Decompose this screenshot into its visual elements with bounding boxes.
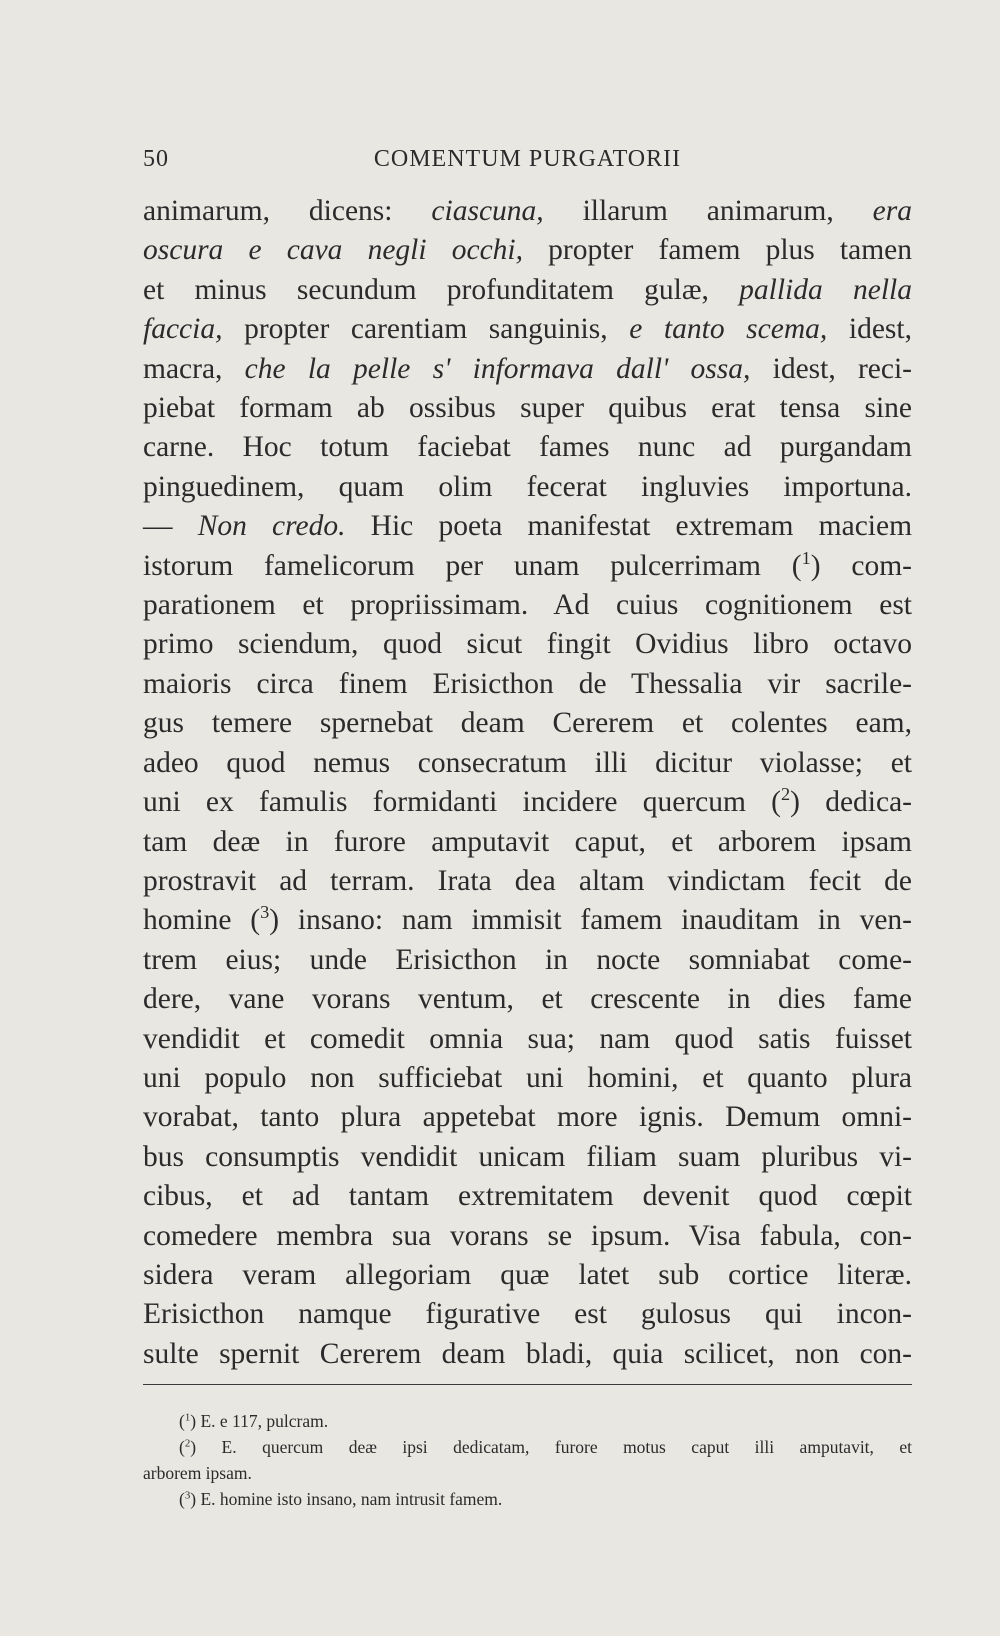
text-run: trem eius; unde Erisicthon in nocte somniabat come- [143,943,912,976]
footnotes [143,1408,912,1512]
text-run: piebat formam ab ossibus super quibus erat tensa sine [143,392,912,425]
text-line [143,625,912,664]
footnote-text: E. e 117, pulcram. [200,1411,329,1431]
paren: ( [179,1437,185,1457]
text-line [143,1020,912,1059]
text-line [143,1098,912,1137]
paren: ) [190,1437,222,1457]
text-run: ) insano: nam immisit famem inauditam in ven- [269,904,912,937]
text-run: et minus secundum profunditatem gulæ, [143,273,740,306]
text-line [143,980,912,1019]
text-run: primo sciendum, quod sicut fingit Ovidius libro octavo [143,628,912,661]
italic-quote: e tanto scema, [629,313,828,346]
italic-quote: ciascuna, [431,195,544,227]
footnote-ref: 1 [801,547,811,568]
text-run: macra, [143,352,245,385]
text-run: idest, [827,313,912,346]
text-run: illarum animarum, [543,195,873,227]
text-run: idest, reci- [750,352,912,385]
footnote-text: E. homine isto insano, nam intrusit famem. [200,1489,503,1509]
text-line [143,1059,912,1098]
footnote [143,1408,912,1434]
footnote-text: arborem ipsam. [143,1463,252,1483]
page-header [143,146,912,180]
paren: ( [179,1411,185,1431]
text-line [143,428,912,467]
text-line [143,310,912,349]
text-run: tam deæ in furore amputavit caput, et arborem ipsam [143,825,912,858]
footnote [143,1486,912,1512]
text-run: homine ( [143,904,261,937]
text-run: animarum, dicens: [143,195,432,227]
italic-quote: era [872,195,912,227]
text-line [143,704,912,743]
text-line [143,901,912,940]
text-run: comedere membra sua vorans se ipsum. Visa fabula, con- [143,1219,912,1252]
text-line [143,1217,912,1256]
footnote-ref: 3 [260,902,270,923]
paren: ( [179,1489,185,1509]
footnote-line [143,1460,912,1486]
paren: ) [190,1411,201,1431]
text-line [143,862,912,901]
footnote-line [143,1434,912,1460]
text-line [143,665,912,704]
text-run: uni ex famulis formidanti incidere quercum ( [143,786,781,819]
text-line [143,192,912,231]
footnote-text: E. quercum deæ ipsi dedicatam, furore motus caput illi amputavit, et [221,1437,913,1457]
italic-quote: che la pelle s' informava dall' ossa, [244,352,751,385]
text-run: Hic poeta manifestat extremam maciem [345,510,913,543]
text-run: gus temere spernebat deam Cererem et colentes eam, [143,707,912,740]
text-run: propter famem plus tamen [522,234,912,267]
footnote-mark: 1 [184,1411,191,1424]
running-title: COMENTUM PURGATORII [373,146,682,172]
text-run: vorabat, tanto plura appetebat more ignis. Demum omni- [143,1101,912,1134]
text-run: carne. Hoc totum faciebat fames nunc ad purgandam [143,431,912,464]
text-run: parationem et propriissimam. Ad cuius cognitionem est [143,589,912,622]
text-run: — [143,510,198,543]
text-run: Erisicthon namque figurative est gulosus qui incon- [143,1298,912,1331]
italic-quote: oscura e cava negli occhi, [143,234,523,267]
text-run: prostravit ad terram. Irata dea altam vindictam fecit de [143,864,912,897]
text-run: pinguedinem, quam olim fecerat ingluvies importuna. [143,470,912,503]
text-run: ) com- [810,549,912,582]
text-line [143,1256,912,1295]
text-line [143,231,912,270]
text-line [143,586,912,625]
text-line [143,744,912,783]
text-run: maioris circa finem Erisicthon de Thessalia vir sacrile- [143,667,912,700]
text-line [143,1138,912,1177]
italic-quote: faccia, [143,313,223,346]
footnote-ref: 2 [781,784,791,805]
text-run: adeo quod nemus consecratum illi dicitur violasse; et [143,746,912,779]
text-line [143,1177,912,1216]
text-line [143,1295,912,1334]
footnote-mark: 2 [184,1437,191,1450]
page-number: 50 [143,146,169,172]
text-run: cibus, et ad tantam extremitatem devenit quod cœpit [143,1180,912,1213]
footnote [143,1434,912,1486]
text-line [143,507,912,546]
text-line [143,350,912,389]
text-line [143,468,912,507]
text-line [143,389,912,428]
footnote-line [143,1408,912,1434]
text-run: vendidit et comedit omnia sua; nam quod satis fuisset [143,1022,912,1055]
footnote-mark: 3 [184,1489,191,1502]
footnote-line [143,1486,912,1512]
text-run: propter carentiam sanguinis, [222,313,630,346]
text-line [143,823,912,862]
text-run: sulte spernit Cererem deam bladi, quia scilicet, non con- [143,1337,912,1370]
text-line [143,547,912,586]
text-run: ) dedica- [790,786,913,819]
text-line [143,783,912,822]
text-run: sidera veram allegoriam quæ latet sub cortice literæ. [143,1258,912,1291]
footnote-rule [143,1384,912,1385]
text-line [143,271,912,310]
text-line [143,941,912,980]
body-text [143,192,912,1374]
italic-quote: Non credo. [197,510,346,543]
text-run: uni populo non sufficiebat uni homini, et quanto plura [143,1061,912,1094]
paren: ) [190,1489,201,1509]
text-line [143,1335,912,1374]
text-run: bus consumptis vendidit unicam filiam suam pluribus vi- [143,1140,912,1173]
text-run: istorum famelicorum per unam pulcerrimam ( [143,549,802,582]
text-run: dere, vane vorans ventum, et crescente in dies fame [143,983,912,1016]
italic-quote: pallida nella [739,273,912,306]
